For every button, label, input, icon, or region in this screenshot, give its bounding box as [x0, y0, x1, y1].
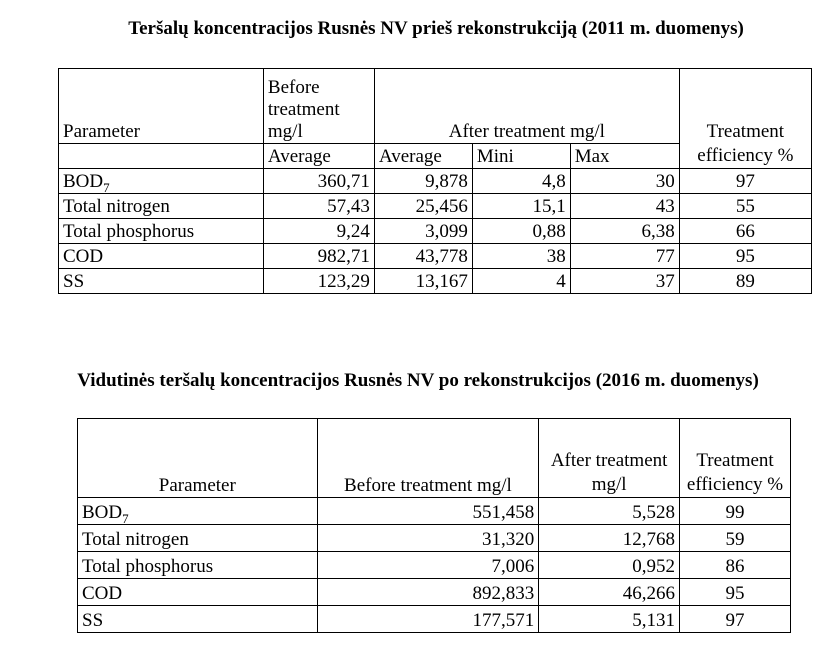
cell-efficiency: 55	[679, 194, 811, 219]
cell-parameter	[59, 194, 264, 219]
parameter-subscript: 7	[122, 510, 129, 526]
cell-efficiency: 89	[679, 269, 811, 294]
cell-efficiency: 66	[679, 219, 811, 244]
cell-efficiency: 97	[680, 606, 791, 633]
cell-efficiency: 59	[680, 525, 791, 552]
table2-title: Vidutinės teršalų koncentracijos Rusnės NV po rekonstrukcijos (2016 m. duomenys)	[77, 370, 759, 391]
cell-average: 43,778	[374, 244, 472, 269]
header-parameter: Parameter	[78, 419, 318, 498]
header-max: Max	[570, 144, 679, 169]
parameter-name: Total nitrogen	[82, 529, 189, 550]
cell-before: 360,71	[263, 169, 374, 194]
cell-efficiency: 99	[680, 498, 791, 525]
cell-parameter	[59, 219, 264, 244]
cell-mini: 15,1	[472, 194, 570, 219]
table1-title: Teršalų koncentracijos Rusnės NV prieš rekonstrukciją (2011 m. duomenys)	[128, 18, 744, 39]
header-treatment-efficiency: Treatment efficiency %	[679, 69, 811, 169]
cell-before: 982,71	[263, 244, 374, 269]
table-row	[59, 244, 812, 269]
table-row	[78, 552, 791, 579]
parameter-name: COD	[82, 583, 123, 604]
parameter-name: Total phosphorus	[63, 221, 195, 242]
cell-parameter	[78, 525, 318, 552]
header-average-after: Average	[374, 144, 472, 169]
table-row	[59, 269, 812, 294]
cell-max: 77	[570, 244, 679, 269]
cell-before: 177,571	[317, 606, 539, 633]
header-after-treatment: After treatment mg/l	[374, 69, 679, 144]
parameter-name: SS	[82, 610, 104, 631]
table-row	[78, 498, 791, 525]
cell-max: 43	[570, 194, 679, 219]
cell-parameter	[78, 552, 318, 579]
header-treatment-efficiency: Treatment efficiency %	[680, 419, 791, 498]
header-before-treatment: Before treatment mg/l	[317, 419, 539, 498]
parameter-name: BOD	[82, 502, 123, 523]
cell-before: 57,43	[263, 194, 374, 219]
parameter-name: COD	[63, 246, 104, 267]
header-before-treatment: Before treatment mg/l	[263, 69, 374, 144]
cell-max: 37	[570, 269, 679, 294]
cell-parameter	[78, 498, 318, 525]
cell-mini: 38	[472, 244, 570, 269]
cell-before: 7,006	[317, 552, 539, 579]
header-average-before: Average	[263, 144, 374, 169]
cell-after: 12,768	[539, 525, 680, 552]
table-row	[59, 219, 812, 244]
cell-efficiency: 86	[680, 552, 791, 579]
cell-after: 5,528	[539, 498, 680, 525]
table-row	[59, 169, 812, 194]
cell-parameter	[78, 606, 318, 633]
cell-parameter	[59, 244, 264, 269]
cell-efficiency: 95	[679, 244, 811, 269]
cell-parameter	[59, 269, 264, 294]
cell-parameter	[59, 169, 264, 194]
cell-mini: 0,88	[472, 219, 570, 244]
cell-before: 551,458	[317, 498, 539, 525]
cell-average: 9,878	[374, 169, 472, 194]
parameter-name: SS	[63, 271, 85, 292]
table-row	[78, 579, 791, 606]
cell-max: 30	[570, 169, 679, 194]
cell-after: 0,952	[539, 552, 680, 579]
parameter-name: BOD	[63, 171, 104, 192]
cell-mini: 4	[472, 269, 570, 294]
cell-before: 892,833	[317, 579, 539, 606]
table-row	[59, 194, 812, 219]
cell-average: 3,099	[374, 219, 472, 244]
parameter-name: Total nitrogen	[63, 196, 170, 217]
cell-after: 46,266	[539, 579, 680, 606]
cell-average: 25,456	[374, 194, 472, 219]
header-parameter-blank	[59, 144, 264, 169]
table-row	[78, 606, 791, 633]
header-after-treatment: After treatment mg/l	[539, 419, 680, 498]
header-mini: Mini	[472, 144, 570, 169]
cell-after: 5,131	[539, 606, 680, 633]
cell-average: 13,167	[374, 269, 472, 294]
cell-before: 123,29	[263, 269, 374, 294]
cell-parameter	[78, 579, 318, 606]
table-row	[78, 525, 791, 552]
cell-before: 31,320	[317, 525, 539, 552]
header-parameter: Parameter	[59, 69, 264, 144]
cell-max: 6,38	[570, 219, 679, 244]
pollutant-table-2016	[77, 418, 791, 633]
parameter-subscript: 7	[103, 179, 110, 195]
cell-efficiency: 97	[679, 169, 811, 194]
cell-efficiency: 95	[680, 579, 791, 606]
cell-before: 9,24	[263, 219, 374, 244]
pollutant-table-2011	[58, 68, 812, 294]
cell-mini: 4,8	[472, 169, 570, 194]
parameter-name: Total phosphorus	[82, 556, 214, 577]
